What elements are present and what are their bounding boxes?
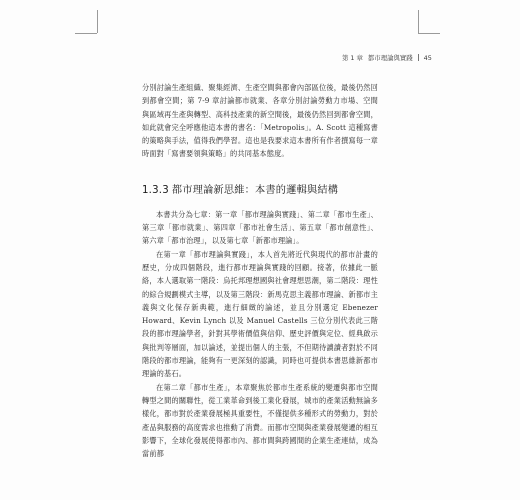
crop-mark-top-left-v (97, 10, 98, 33)
header-divider (418, 54, 419, 61)
running-header (342, 53, 432, 62)
page-number: 45 (423, 53, 432, 62)
paragraph: 在第一章「都市理論與實踐」，本人首先將近代與現代的都市計畫的歷史，分成四個階段，進行都市理論與實踐的回顧。接著，依據此一脈絡，本人選取第一階段：烏托邦理想國與社會理想思潮，第二階段：理性的綜合規劃模式主導，以及第三階段：新馬克思主義都市理論、新都市主義與文化保存新典範，進行細緻的論述，並且分別選定 Ebenezer Howard、Kevin Lynch 以及 Manuel Castells 三位分別代表此三階段的都市理論學者，針對其學術價值與信仰、歷史評價與定位、經典啟示與批判等層面，加以論述，並提出個人的主張，不但期待讀讀者對於不同階段的都市理論，能夠有一更深刻的認識，同時也可提供本書思維新都市理論的基石。 (142, 249, 378, 379)
section-heading (142, 181, 378, 196)
page-body (142, 81, 378, 460)
crop-mark-top-right-h (418, 33, 440, 34)
section-title: 都市理論新思維：本書的邏輯與結構 (171, 184, 339, 196)
chapter-number: 第 1 章 (342, 54, 363, 62)
crop-mark-top-right-v (418, 10, 419, 33)
paragraph: 在第二章「都市生產」，本章聚焦於都市生產系統的變遷與都市空間轉型之間的關聯性，從工業革命到後工業化發展，城市的產業活動無論多樣化，都市對於產業發展極具重要性，不僅提供多種形式的勞動力，對於產品與服務的高度需求也推動了消費。而都市空間與產業發展變遷的相互影響下，全球化發展使得都市內、都市間與跨國間的企業生產連結，成為當前都 (142, 382, 378, 459)
paragraph: 分別討論生產組織、聚集經濟、生產空間與都會內部區位後，最後仍然回到都會空間；第 7-9 章討論都市就業、各章分別討論勞動力市場、空間與區域再生產與轉型、高科技產業的新空間後，最後仍然回到都會空間，如此就會完全呼應他這本書的書名：「Metropolis」。A. Scott 這種寫書的策略與手法，值得我們學習。這也是我要求這本書所有作者撰寫每一章時面對「寫書要領與策略」的共同基本態度。 (142, 83, 378, 159)
paragraph: 本書共分為七章：第一章「都市理論與實踐」、第二章「都市生產」、第三章「都市就業」、第四章「都市社會生活」、第五章「都市創意性」、第六章「都市治理」，以及第七章「新都市理論」。 (142, 209, 378, 246)
crop-mark-top-left-h (75, 33, 97, 34)
chapter-title: 都市理論與實踐 (367, 54, 413, 62)
section-number: 1.3.3 (142, 184, 169, 196)
